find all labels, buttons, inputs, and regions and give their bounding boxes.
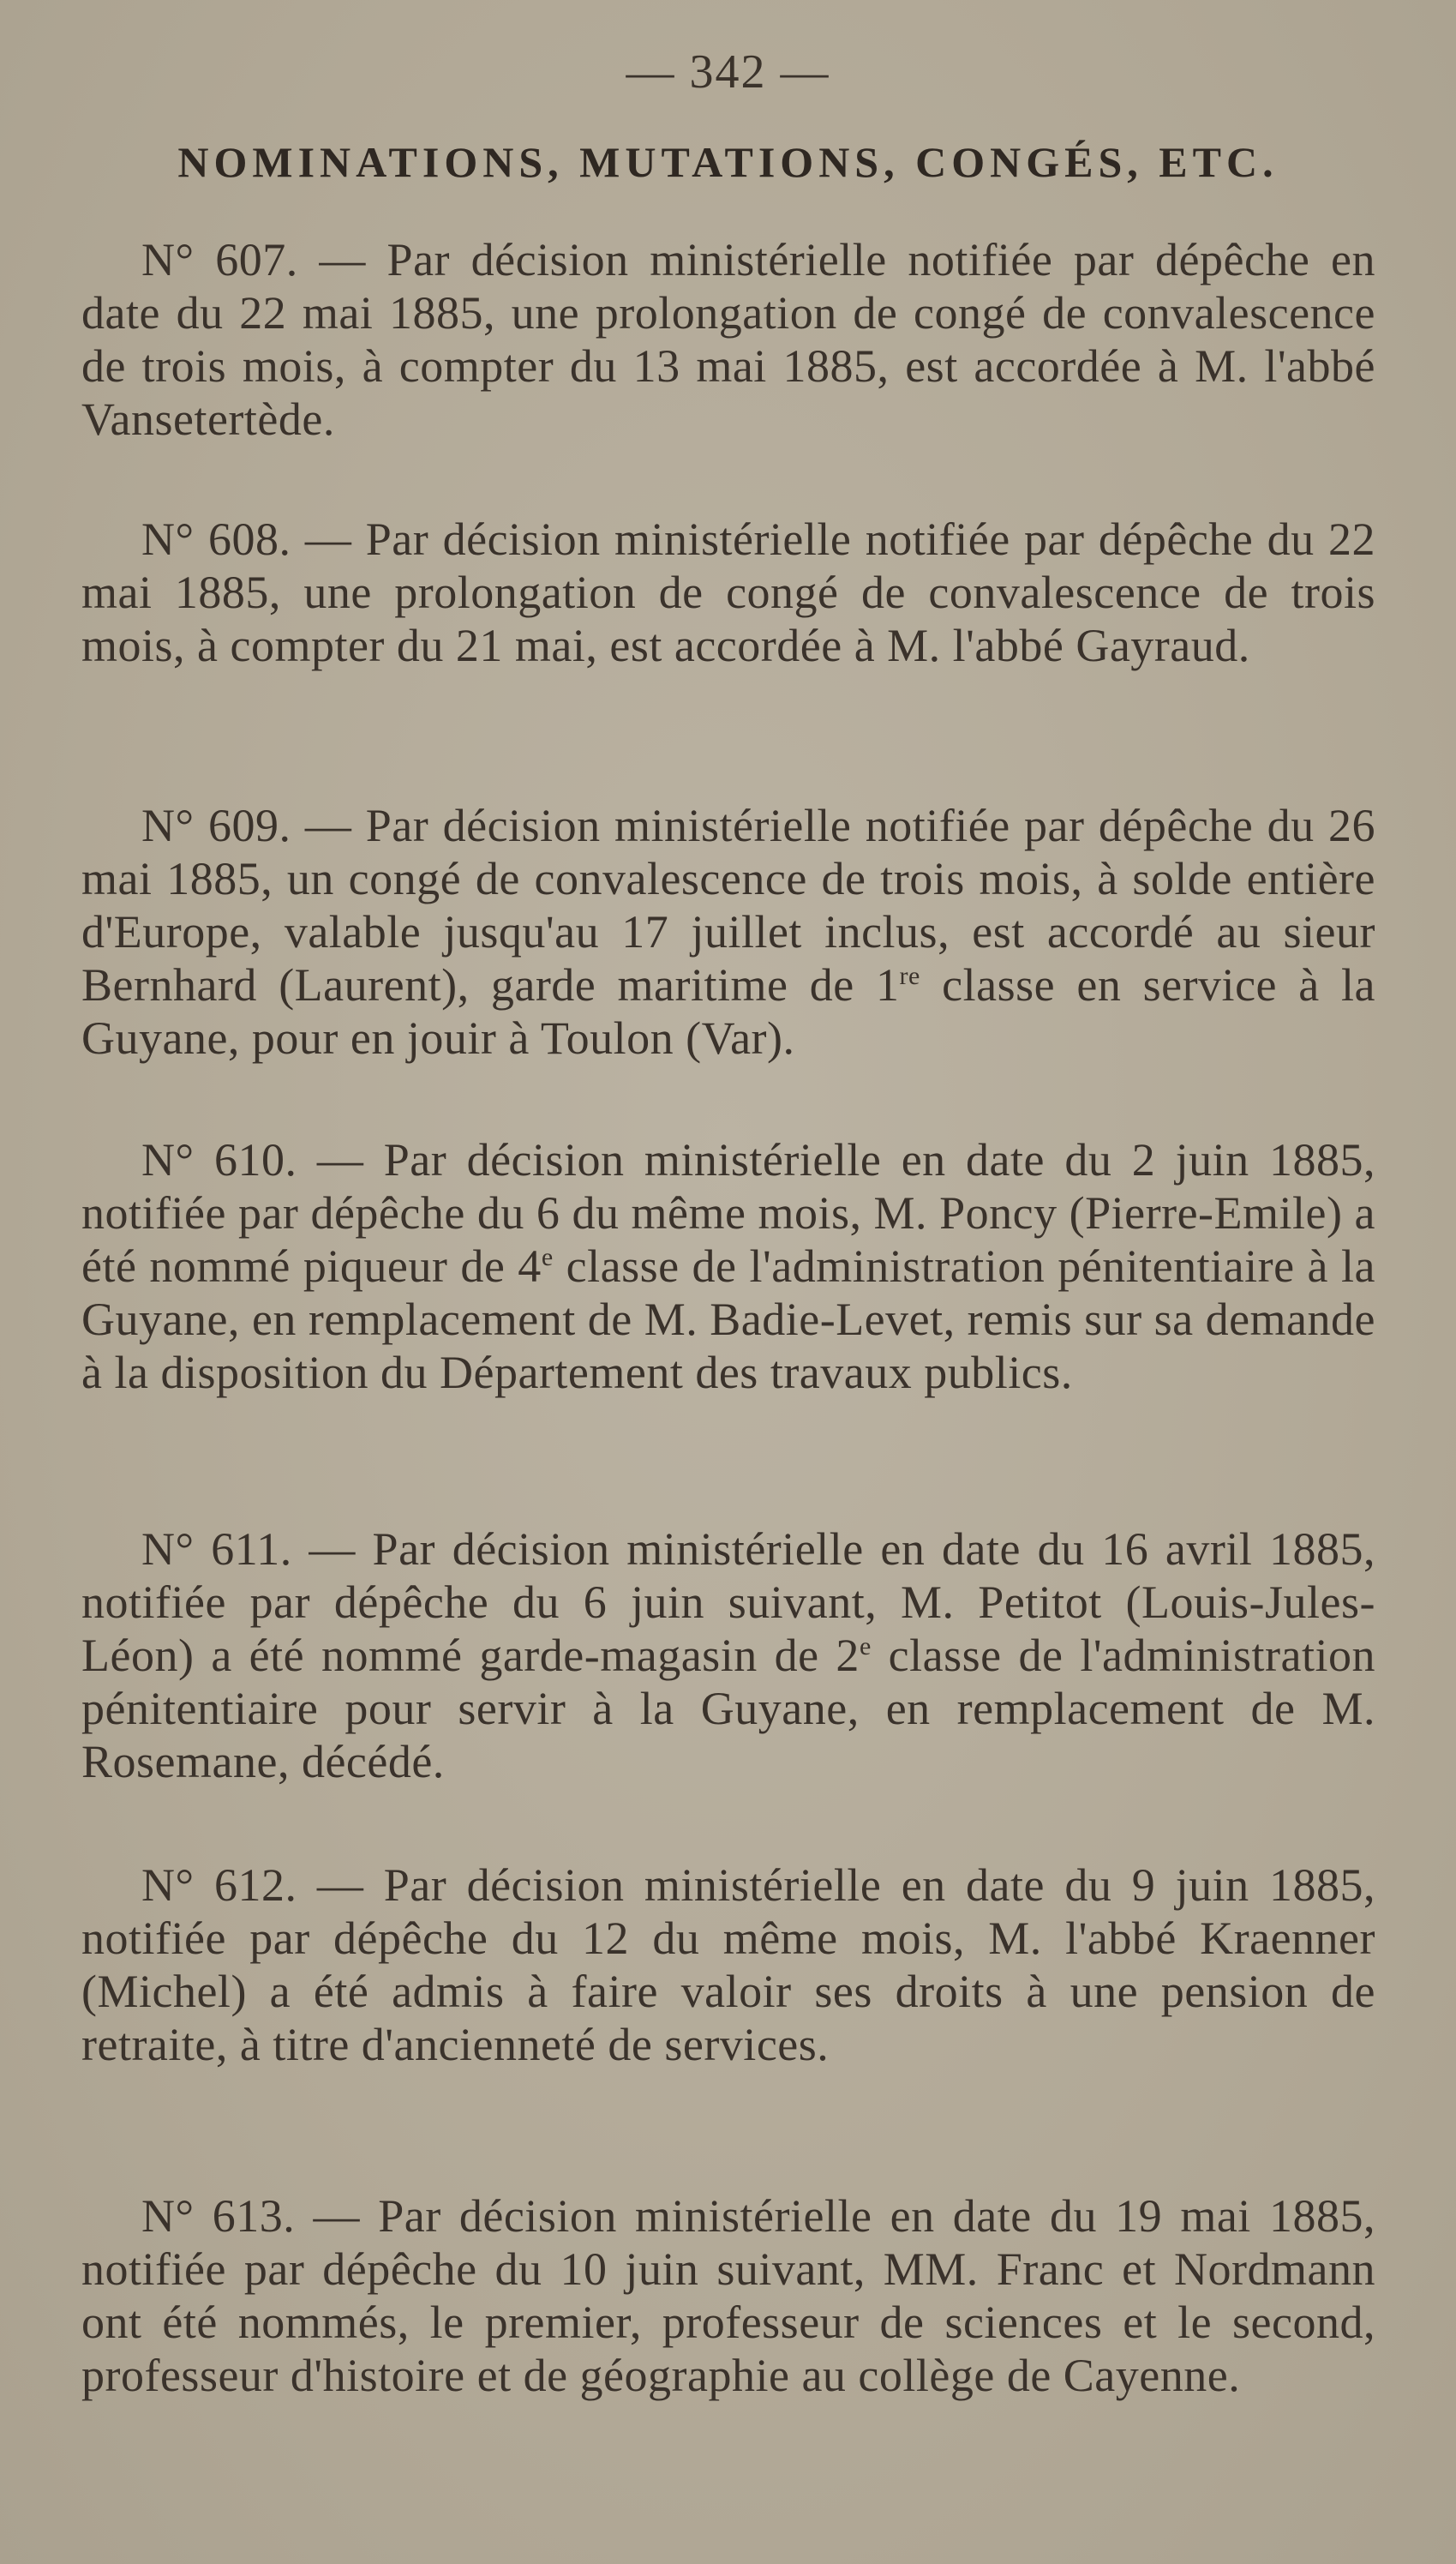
entry-number: N° 613. [141, 2190, 296, 2242]
entry-612 [81, 1858, 1375, 2071]
entry-number: N° 611. [141, 1523, 292, 1575]
entry-607 [81, 233, 1375, 446]
entry-text: — Par décision ministérielle notifiée par dépêche du 22 mai 1885, une prolongation de congé de convalescence de trois mois, à compter du 21 mai, est accordée à M. l'abbé Gayraud. [81, 513, 1376, 671]
entry-613 [81, 2189, 1375, 2402]
entry-text: — Par décision ministérielle en date du 9 juin 1885, notifiée par dépêche du 12 du même mois, M. l'abbé Kraenner (Michel) a été admis à faire valoir ses droits à une pension de retraite, à titre d'ancienneté de services. [81, 1859, 1375, 2070]
entry-text-continued: classe de l'administration pénitentiaire pour servir à la Guyane, en remplacement de M. Rosemane, décédé. [81, 1630, 1375, 1787]
entry-number: N° 610. [141, 1134, 297, 1186]
entry-610 [81, 1133, 1375, 1399]
entry-number: N° 612. [141, 1859, 297, 1911]
page-number: — 342 — [626, 45, 830, 99]
entry-611 [81, 1522, 1375, 1788]
ordinal-superscript: re [899, 962, 920, 990]
entry-text-continued: classe en service à la Guyane, pour en jouir à Toulon (Var). [81, 959, 1376, 1064]
entry-text: — Par décision ministérielle notifiée par dépêche du 26 mai 1885, un congé de convalescence de trois mois, à solde entière d'Europe, valable jusqu'au 17 juillet inclus, est accordé au sieur Bernhard (Laurent), garde maritime de 1 [81, 800, 1376, 1011]
ordinal-superscript: e [541, 1243, 554, 1271]
entry-text: — Par décision ministérielle notifiée par dépêche en date du 22 mai 1885, une prolongation de congé de convalescence de trois mois, à compter du 13 mai 1885, est accordée à M. l'abbé Vansetertède. [81, 234, 1376, 445]
entry-text: — Par décision ministérielle en date du 2 juin 1885, notifiée par dépêche du 6 du même mois, M. Poncy (Pierre-Emile) a été nommé piqueur de 4 [81, 1134, 1375, 1292]
entry-text: — Par décision ministérielle en date du 16 avril 1885, notifiée par dépêche du 6 juin suivant, M. Petitot (Louis-Jules-Léon) a été nommé garde-magasin de 2 [81, 1523, 1375, 1681]
entry-608 [81, 513, 1375, 672]
entry-609 [81, 799, 1375, 1065]
entry-number: N° 607. [141, 234, 298, 285]
entry-number: N° 608. [141, 513, 291, 565]
entry-number: N° 609. [141, 800, 291, 851]
entry-text: — Par décision ministérielle en date du 19 mai 1885, notifiée par dépêche du 10 juin suivant, MM. Franc et Nordmann ont été nommés, le premier, professeur de sciences et le second, professeur d'histoire et de géographie au collège de Cayenne. [81, 2190, 1376, 2401]
ordinal-superscript: e [859, 1632, 872, 1660]
entry-text-continued: classe de l'administration pénitentiaire à la Guyane, en remplacement de M. Badie-Levet, remis sur sa demande à la disposition du Département des travaux publics. [81, 1240, 1375, 1398]
section-heading: NOMINATIONS, MUTATIONS, CONGÉS, ETC. [177, 138, 1279, 186]
